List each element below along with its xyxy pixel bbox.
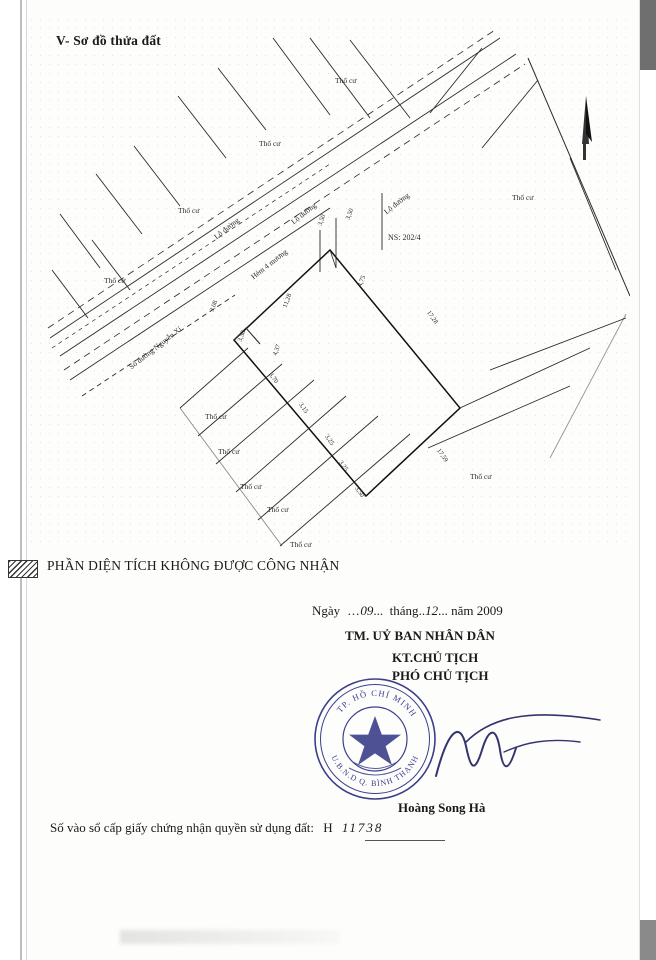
map-label-land-use: Thổ cư — [104, 276, 126, 285]
map-dimension: 3,25 — [323, 433, 336, 447]
map-dimension: 3,08 — [208, 299, 220, 313]
book-entry-value: 11738 — [341, 820, 384, 835]
map-dimension: 3,50 — [316, 213, 328, 227]
map-label-land-use: Thổ cư — [267, 505, 289, 514]
map-dimension: 3,58 — [236, 329, 248, 343]
book-entry-line — [50, 820, 383, 836]
map-label-land-use: Thổ cư — [178, 206, 200, 215]
map-label-land-use: Thổ cư — [205, 412, 227, 421]
signature-mark — [430, 690, 610, 800]
date-year-label: năm — [451, 603, 474, 618]
map-label-parcel-number: NS: 202/4 — [388, 233, 421, 242]
page-left-rule — [20, 0, 22, 960]
map-label-land-use: Thổ cư — [470, 472, 492, 481]
map-dimension: 17,59 — [435, 447, 450, 464]
map-dimension: 3,50 — [353, 485, 366, 499]
map-label-land-use: Thổ cư — [512, 193, 534, 202]
map-dimension: 4,37 — [271, 343, 283, 357]
map-label-land-use: Thổ cư — [290, 540, 312, 548]
map-dimension: 3,50 — [344, 207, 356, 221]
map-label-land-use: Thổ cư — [240, 482, 262, 491]
date-year: 2009 — [476, 603, 503, 618]
map-dimension: 3,70 — [267, 371, 280, 385]
page-left-margin — [0, 0, 27, 960]
seal-bottom-text: U.B.N.D Q. BÌNH THẠNH — [329, 753, 421, 789]
seal-top-text: TP. HỒ CHÍ MINH — [334, 687, 420, 719]
hatched-square-icon — [8, 560, 38, 578]
map-label-land-use: Thổ cư — [218, 447, 240, 456]
date-day: 09 — [360, 603, 374, 618]
legend-label: PHẦN DIỆN TÍCH KHÔNG ĐƯỢC CÔNG NHẬN — [47, 558, 340, 573]
book-entry-prefix: H — [323, 820, 333, 835]
scan-smudge — [120, 930, 340, 944]
map-dimension: 3,25 — [337, 459, 350, 473]
map-dimension: 11,28 — [281, 292, 294, 309]
map-label-land-use: Thổ cư — [259, 139, 281, 148]
date-month-label: tháng — [389, 603, 419, 618]
map-label-street: Số đường Nguyễn Xí — [127, 324, 184, 372]
authority-line-3: PHÓ CHỦ TỊCH — [392, 668, 489, 683]
national-emblem-seal — [312, 676, 438, 802]
book-entry-label: Số vào sổ cấp giấy chứng nhận quyền sử dụng đất: — [50, 820, 314, 835]
signer-name: Hoàng Song Hà — [398, 800, 486, 815]
authority-line-1: TM. UỶ BAN NHÂN DÂN — [345, 628, 495, 643]
book-entry-underline — [365, 840, 445, 841]
parcel-map — [30, 18, 630, 548]
map-dimension: 4,75 — [356, 274, 368, 288]
date-line: Ngày ...09... tháng..12... năm 2009 — [312, 603, 503, 618]
date-prefix: Ngày — [312, 603, 341, 618]
scan-artifact-top-right — [640, 0, 656, 70]
map-dimension: 3,15 — [297, 401, 310, 415]
page-title: V- Sơ đồ thửa đất — [56, 33, 161, 48]
scan-artifact-bottom-right — [640, 920, 656, 960]
map-label-street: Lộ đường — [212, 215, 242, 242]
map-label-land-use: Thổ cư — [335, 76, 357, 85]
authority-line-2: KT.CHỦ TỊCH — [392, 650, 479, 665]
page-right-margin — [639, 0, 656, 960]
map-label-street: Hẻm 4 mương — [249, 247, 290, 282]
map-label-street: Lộ đường — [382, 190, 412, 217]
date-month: 12 — [425, 603, 439, 618]
map-dimension: 17,28 — [425, 309, 440, 326]
map-label-street: Lộ đường — [289, 200, 319, 227]
